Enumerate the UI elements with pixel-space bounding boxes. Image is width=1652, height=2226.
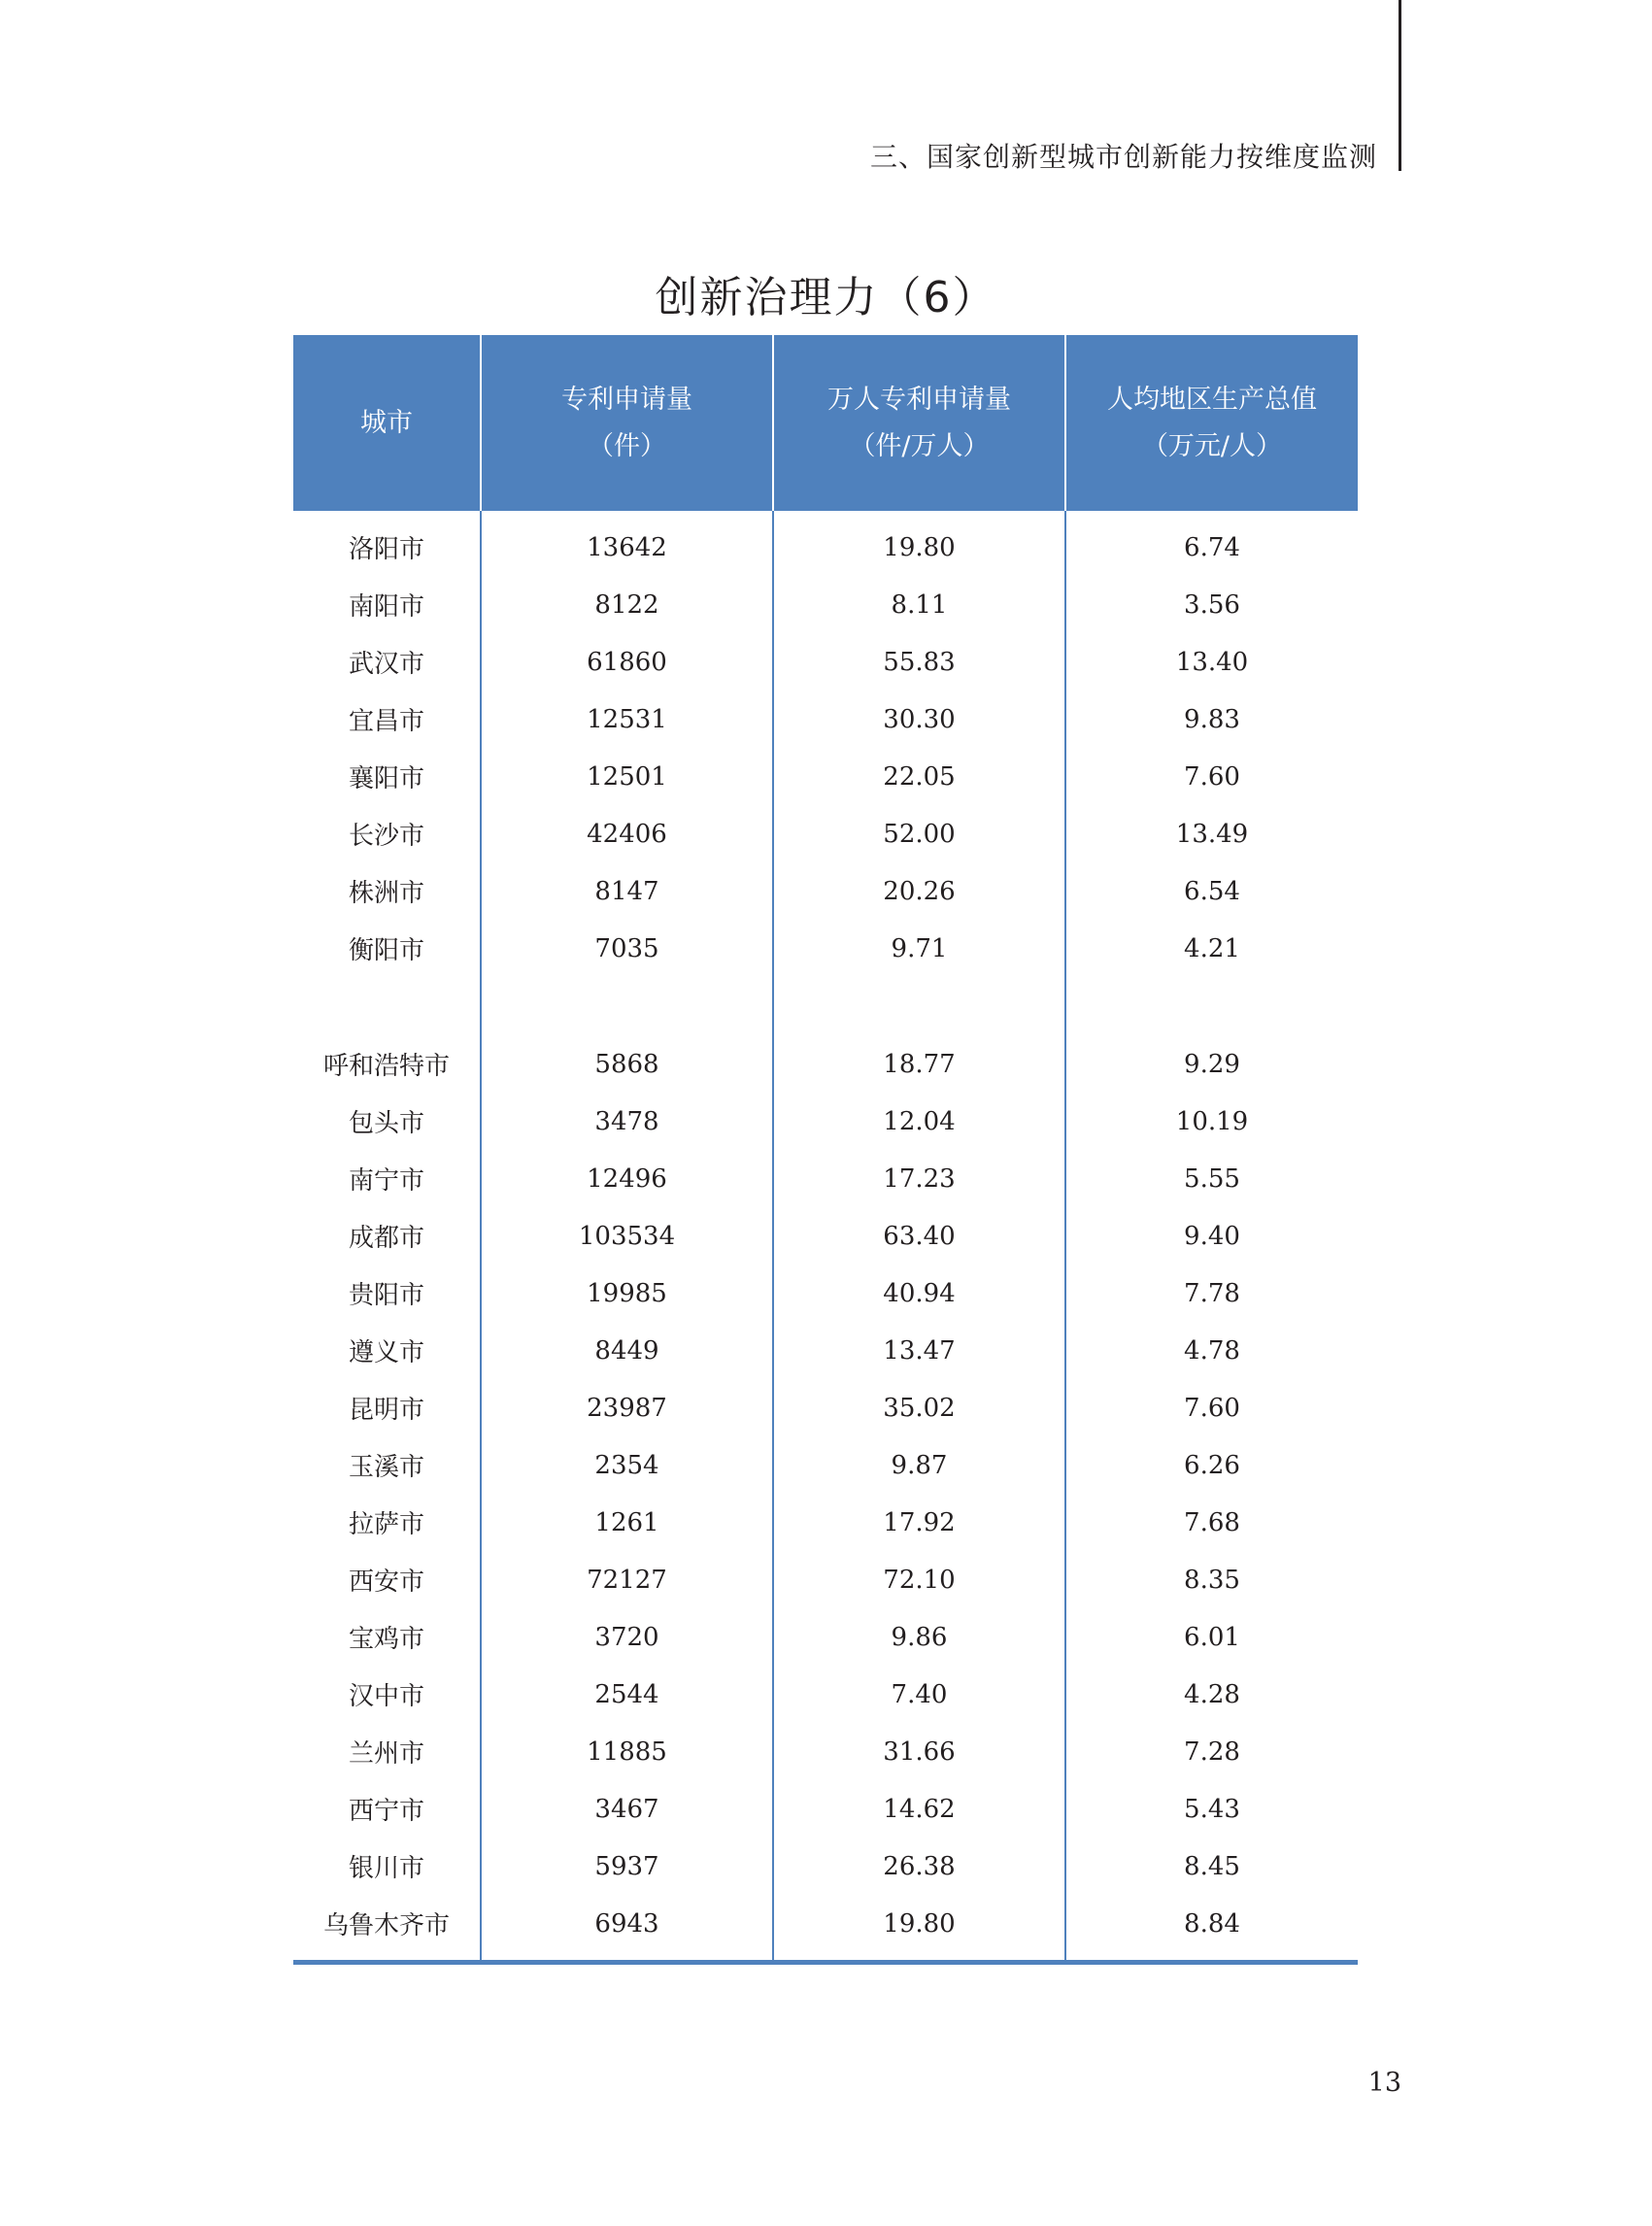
cell-patent-applications: 12496 bbox=[481, 1150, 773, 1207]
cell-patents-per-10k: 72.10 bbox=[773, 1551, 1065, 1608]
header-gdp-per-capita-label: 人均地区生产总值 bbox=[1107, 384, 1317, 415]
table-header bbox=[293, 335, 1358, 511]
cell-patents-per-10k: 17.92 bbox=[773, 1494, 1065, 1551]
table-row bbox=[293, 1608, 1358, 1666]
cell-city: 西安市 bbox=[348, 1568, 424, 1597]
cell-city: 衡阳市 bbox=[348, 936, 424, 965]
cell-patent-applications: 12531 bbox=[481, 691, 773, 748]
cell-gdp-per-capita: 8.45 bbox=[1065, 1838, 1358, 1895]
cell-gdp-per-capita: 7.28 bbox=[1065, 1723, 1358, 1780]
table-row bbox=[293, 511, 1358, 576]
cell-city: 乌鲁木齐市 bbox=[322, 1911, 450, 1940]
table-row bbox=[293, 1093, 1358, 1150]
cell-city: 呼和浩特市 bbox=[322, 1052, 450, 1081]
cell-patents-per-10k: 9.71 bbox=[773, 920, 1065, 977]
cell-patent-applications: 8147 bbox=[481, 862, 773, 920]
table-row bbox=[293, 1265, 1358, 1322]
table-row bbox=[293, 1494, 1358, 1551]
cell-patent-applications: 103534 bbox=[481, 1207, 773, 1265]
cell-patents-per-10k: 14.62 bbox=[773, 1780, 1065, 1838]
cell-city: 西宁市 bbox=[348, 1797, 424, 1826]
header-gdp-per-capita-unit: （万元/人） bbox=[1141, 430, 1283, 461]
header-patents-per-10k-label: 万人专利申请量 bbox=[827, 384, 1011, 415]
table-row bbox=[293, 920, 1358, 977]
cell-city: 拉萨市 bbox=[348, 1510, 424, 1539]
cell-gdp-per-capita: 7.78 bbox=[1065, 1265, 1358, 1322]
table-bottom-rule bbox=[293, 1960, 1358, 1965]
table-row bbox=[293, 1035, 1358, 1093]
cell-gdp-per-capita: 9.83 bbox=[1065, 691, 1358, 748]
table-row bbox=[293, 1895, 1358, 1960]
cell-patent-applications: 3720 bbox=[481, 1608, 773, 1666]
cell-city: 宝鸡市 bbox=[348, 1625, 424, 1654]
cell-gdp-per-capita: 6.74 bbox=[1065, 511, 1358, 576]
cell-patent-applications: 12501 bbox=[481, 748, 773, 805]
cell-gdp-per-capita: 8.35 bbox=[1065, 1551, 1358, 1608]
table-body bbox=[293, 511, 1358, 1960]
cell-city: 贵阳市 bbox=[348, 1281, 424, 1310]
cell-patent-applications: 3467 bbox=[481, 1780, 773, 1838]
cell-patents-per-10k: 30.30 bbox=[773, 691, 1065, 748]
cell-city: 玉溪市 bbox=[348, 1453, 424, 1482]
table-row bbox=[293, 748, 1358, 805]
cell-patents-per-10k: 31.66 bbox=[773, 1723, 1065, 1780]
cell-patents-per-10k: 13.47 bbox=[773, 1322, 1065, 1379]
table-row bbox=[293, 805, 1358, 862]
cell-city: 银川市 bbox=[348, 1854, 424, 1883]
table-row bbox=[293, 1551, 1358, 1608]
table-row bbox=[293, 1723, 1358, 1780]
cell-gdp-per-capita bbox=[1065, 977, 1358, 1035]
table-row bbox=[293, 1379, 1358, 1436]
cell-patents-per-10k: 19.80 bbox=[773, 1895, 1065, 1960]
cell-patents-per-10k: 9.86 bbox=[773, 1608, 1065, 1666]
cell-patents-per-10k: 9.87 bbox=[773, 1436, 1065, 1494]
header-row bbox=[293, 335, 1358, 511]
cell-patent-applications: 11885 bbox=[481, 1723, 773, 1780]
cell-patent-applications: 6943 bbox=[481, 1895, 773, 1960]
cell-gdp-per-capita: 5.43 bbox=[1065, 1780, 1358, 1838]
table-row bbox=[293, 1150, 1358, 1207]
cell-patent-applications bbox=[481, 977, 773, 1035]
cell-gdp-per-capita: 7.68 bbox=[1065, 1494, 1358, 1551]
header-city-label: 城市 bbox=[360, 407, 413, 438]
cell-city: 成都市 bbox=[348, 1224, 424, 1253]
cell-patents-per-10k: 8.11 bbox=[773, 576, 1065, 633]
cell-patents-per-10k bbox=[773, 977, 1065, 1035]
cell-patent-applications: 3478 bbox=[481, 1093, 773, 1150]
cell-gdp-per-capita: 10.19 bbox=[1065, 1093, 1358, 1150]
table-row bbox=[293, 1838, 1358, 1895]
table-row bbox=[293, 691, 1358, 748]
cell-patent-applications: 23987 bbox=[481, 1379, 773, 1436]
cell-patent-applications: 8449 bbox=[481, 1322, 773, 1379]
cell-city: 长沙市 bbox=[348, 822, 424, 851]
cell-city: 南宁市 bbox=[348, 1166, 424, 1196]
cell-patents-per-10k: 19.80 bbox=[773, 511, 1065, 576]
cell-patents-per-10k: 22.05 bbox=[773, 748, 1065, 805]
cell-patent-applications: 13642 bbox=[481, 511, 773, 576]
table-row bbox=[293, 1780, 1358, 1838]
cell-city: 株洲市 bbox=[348, 879, 424, 908]
cell-gdp-per-capita: 8.84 bbox=[1065, 1895, 1358, 1960]
cell-gdp-per-capita: 5.55 bbox=[1065, 1150, 1358, 1207]
cell-patent-applications: 5937 bbox=[481, 1838, 773, 1895]
cell-patents-per-10k: 52.00 bbox=[773, 805, 1065, 862]
cell-city bbox=[293, 977, 481, 1035]
cell-patent-applications: 8122 bbox=[481, 576, 773, 633]
cell-city: 宜昌市 bbox=[348, 707, 424, 736]
running-head: 三、国家创新型城市创新能力按维度监测 bbox=[869, 141, 1377, 173]
cell-city: 遵义市 bbox=[348, 1338, 424, 1367]
cell-city: 包头市 bbox=[348, 1109, 424, 1138]
cell-gdp-per-capita: 6.26 bbox=[1065, 1436, 1358, 1494]
cell-patent-applications: 61860 bbox=[481, 633, 773, 691]
cell-patent-applications: 1261 bbox=[481, 1494, 773, 1551]
data-table bbox=[293, 335, 1358, 1960]
table-row bbox=[293, 1322, 1358, 1379]
cell-gdp-per-capita: 6.54 bbox=[1065, 862, 1358, 920]
cell-city: 兰州市 bbox=[348, 1739, 424, 1769]
cell-patent-applications: 2544 bbox=[481, 1666, 773, 1723]
cell-city: 武汉市 bbox=[348, 650, 424, 679]
cell-gdp-per-capita: 13.40 bbox=[1065, 633, 1358, 691]
table-row bbox=[293, 633, 1358, 691]
cell-gdp-per-capita: 6.01 bbox=[1065, 1608, 1358, 1666]
table-title: 创新治理力（6） bbox=[655, 273, 997, 322]
cell-patents-per-10k: 20.26 bbox=[773, 862, 1065, 920]
header-patents-per-10k bbox=[773, 335, 1065, 511]
cell-gdp-per-capita: 4.21 bbox=[1065, 920, 1358, 977]
table-row bbox=[293, 862, 1358, 920]
table-row bbox=[293, 1666, 1358, 1723]
header-vertical-rule bbox=[1399, 0, 1401, 171]
cell-patent-applications: 2354 bbox=[481, 1436, 773, 1494]
header-patents-per-10k-unit: （件/万人） bbox=[849, 430, 990, 461]
cell-patents-per-10k: 26.38 bbox=[773, 1838, 1065, 1895]
table-row bbox=[293, 576, 1358, 633]
table-row bbox=[293, 1207, 1358, 1265]
cell-gdp-per-capita: 7.60 bbox=[1065, 748, 1358, 805]
cell-gdp-per-capita: 3.56 bbox=[1065, 576, 1358, 633]
header-patent-applications-label: 专利申请量 bbox=[561, 384, 692, 415]
cell-patents-per-10k: 63.40 bbox=[773, 1207, 1065, 1265]
cell-patents-per-10k: 17.23 bbox=[773, 1150, 1065, 1207]
cell-patent-applications: 5868 bbox=[481, 1035, 773, 1093]
data-table-container bbox=[293, 335, 1358, 1965]
cell-gdp-per-capita: 9.40 bbox=[1065, 1207, 1358, 1265]
cell-patents-per-10k: 40.94 bbox=[773, 1265, 1065, 1322]
cell-patents-per-10k: 55.83 bbox=[773, 633, 1065, 691]
table-row bbox=[293, 1436, 1358, 1494]
cell-patent-applications: 72127 bbox=[481, 1551, 773, 1608]
cell-city: 洛阳市 bbox=[348, 535, 424, 564]
header-patent-applications bbox=[481, 335, 773, 511]
cell-gdp-per-capita: 4.78 bbox=[1065, 1322, 1358, 1379]
header-gdp-per-capita bbox=[1065, 335, 1358, 511]
cell-city: 昆明市 bbox=[348, 1396, 424, 1425]
cell-patent-applications: 7035 bbox=[481, 920, 773, 977]
header-city bbox=[293, 335, 481, 511]
cell-gdp-per-capita: 9.29 bbox=[1065, 1035, 1358, 1093]
cell-patents-per-10k: 12.04 bbox=[773, 1093, 1065, 1150]
cell-city: 襄阳市 bbox=[348, 764, 424, 793]
cell-patent-applications: 42406 bbox=[481, 805, 773, 862]
cell-patents-per-10k: 35.02 bbox=[773, 1379, 1065, 1436]
cell-gdp-per-capita: 13.49 bbox=[1065, 805, 1358, 862]
cell-city: 南阳市 bbox=[348, 592, 424, 622]
cell-patent-applications: 19985 bbox=[481, 1265, 773, 1322]
cell-patents-per-10k: 18.77 bbox=[773, 1035, 1065, 1093]
header-patent-applications-unit: （件） bbox=[588, 430, 666, 461]
cell-gdp-per-capita: 4.28 bbox=[1065, 1666, 1358, 1723]
page-number: 13 bbox=[1367, 2068, 1401, 2098]
cell-city: 汉中市 bbox=[348, 1682, 424, 1711]
table-spacer-row bbox=[293, 977, 1358, 1035]
cell-gdp-per-capita: 7.60 bbox=[1065, 1379, 1358, 1436]
cell-patents-per-10k: 7.40 bbox=[773, 1666, 1065, 1723]
